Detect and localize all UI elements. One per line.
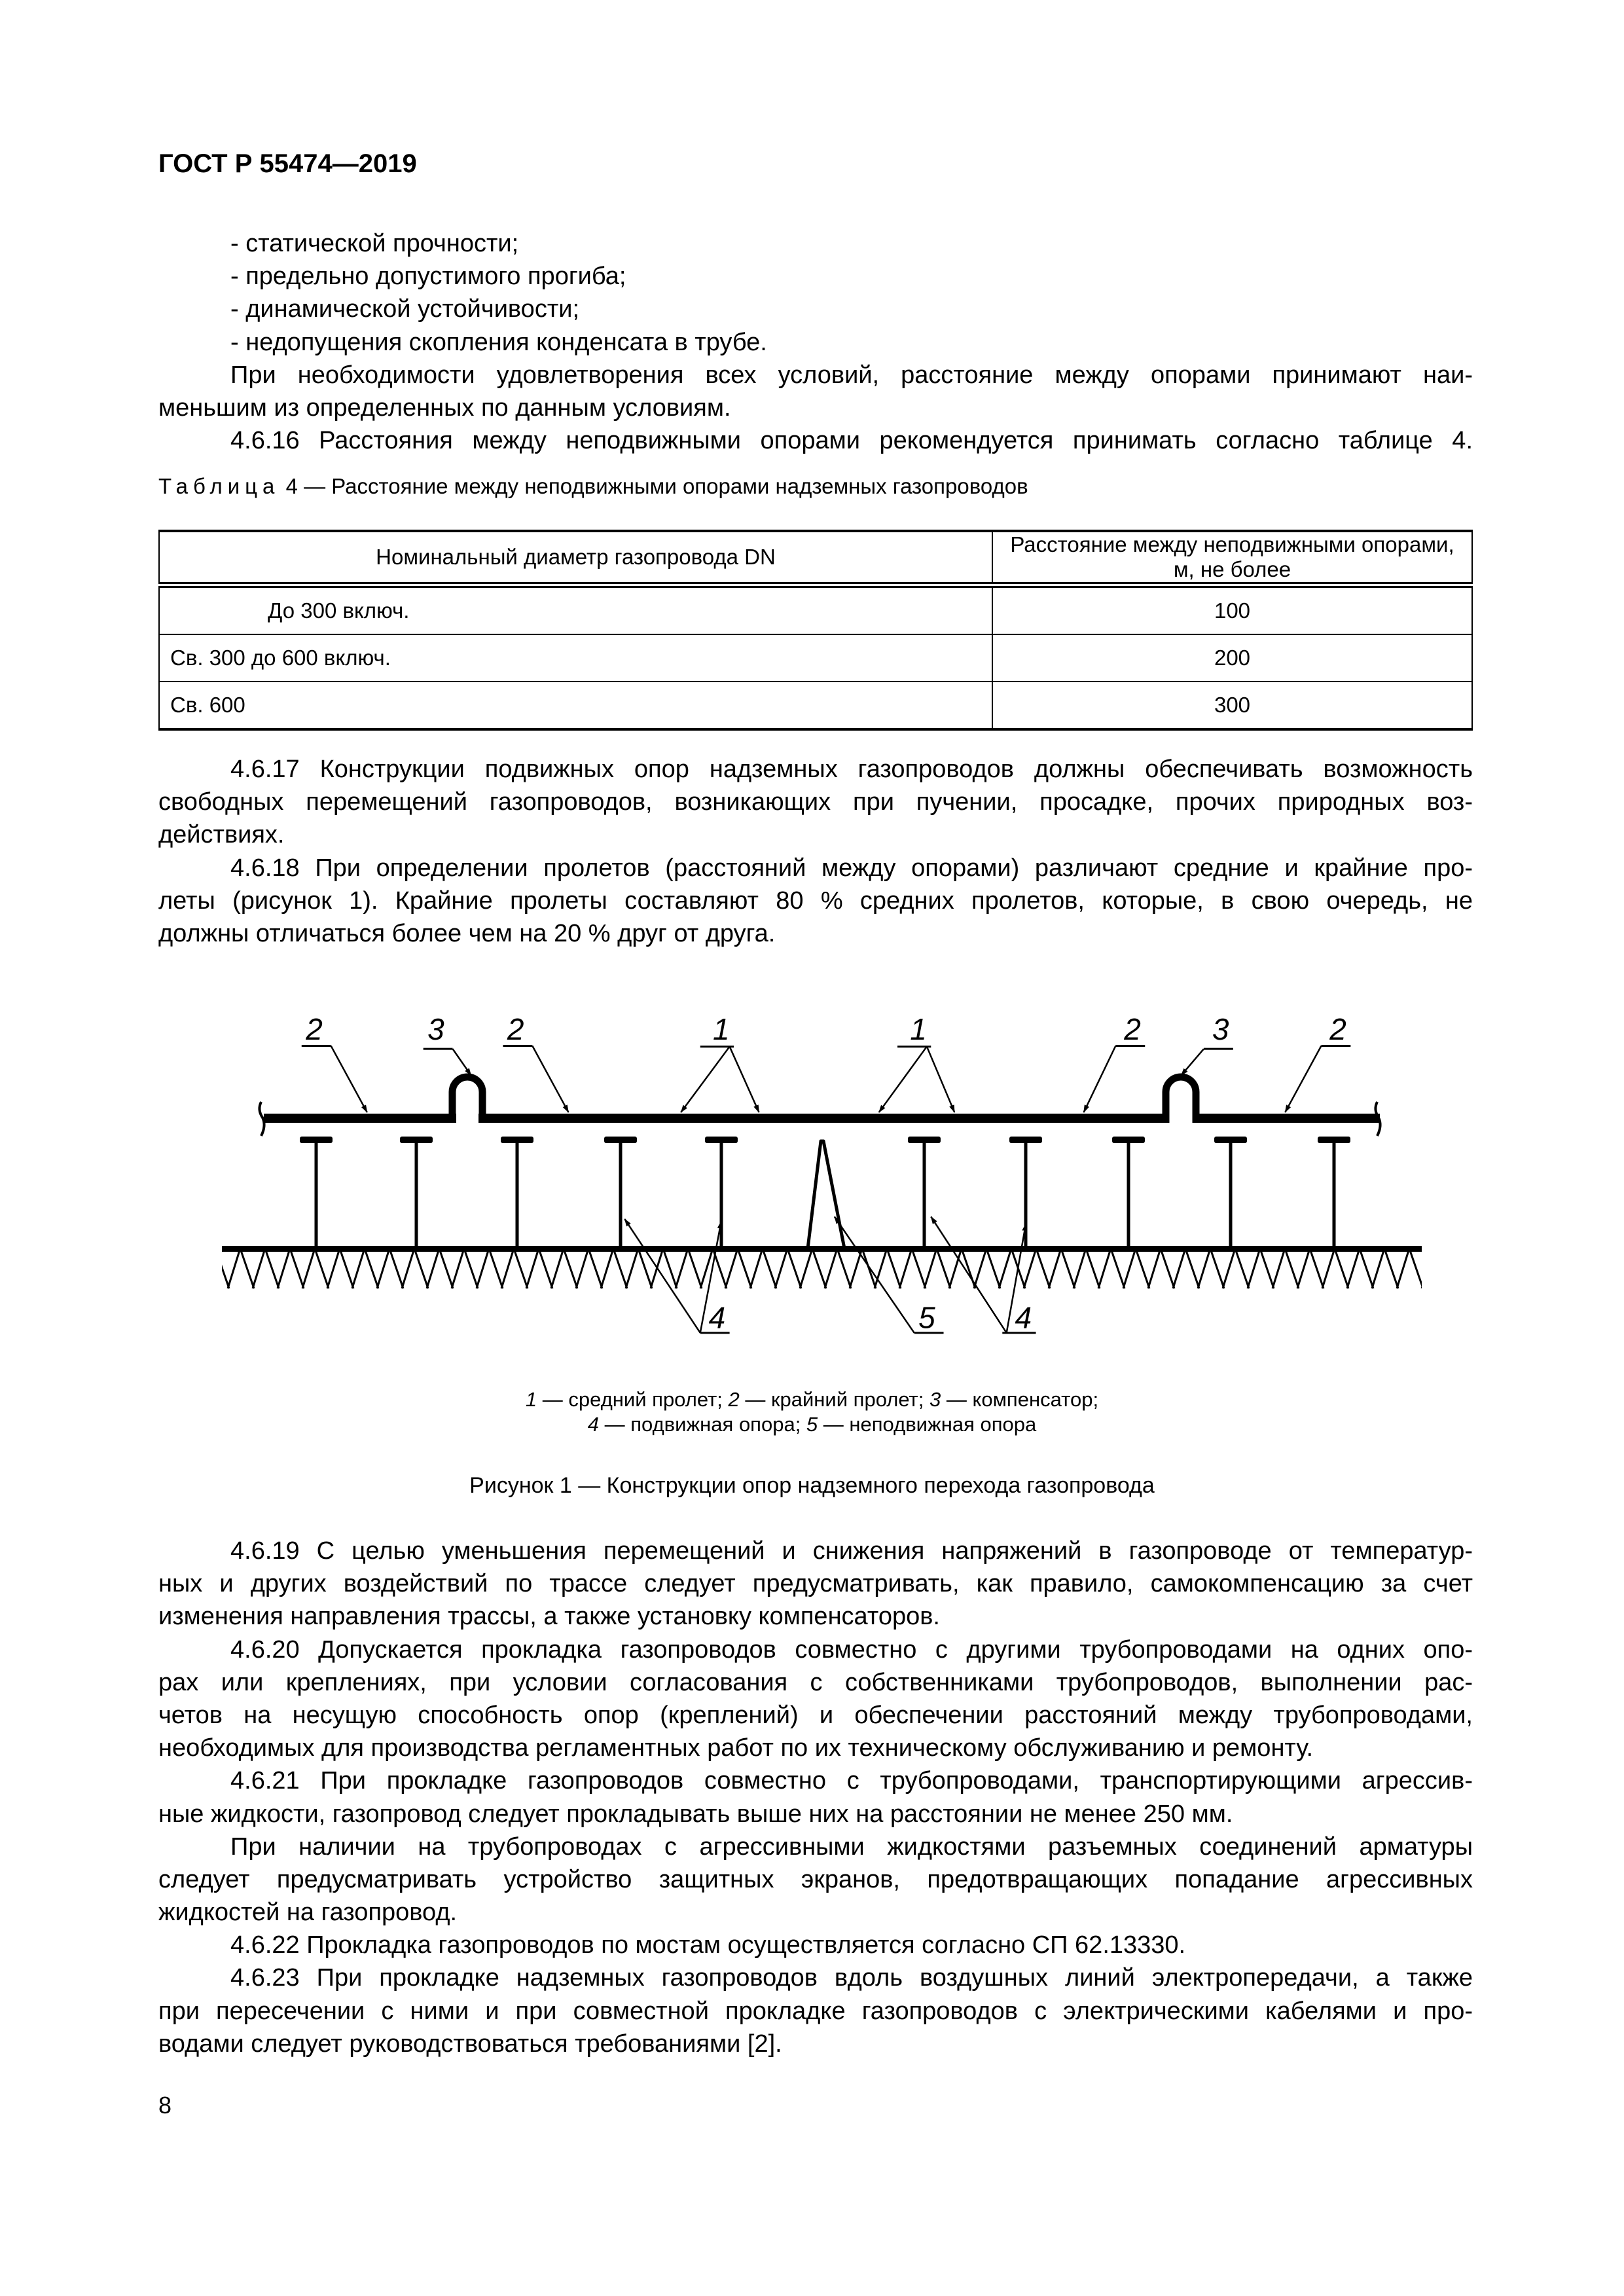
movable-support-post	[1229, 1142, 1233, 1250]
paragraph-line: 4.6.19 С целью уменьшения перемещений и снижения напряжений в газопроводе от температур-	[230, 1537, 1473, 1565]
figure-label: 3	[427, 1015, 444, 1046]
pipe-break-mark	[259, 1102, 264, 1136]
paragraph-line: 4.6.17 Конструкции подвижных опор надземных газопроводов должны обеспечивать возможность	[230, 756, 1473, 783]
leader-arrow	[1084, 1046, 1116, 1112]
paragraph-line: 4.6.18 При определении пролетов (расстояний между опорами) различают средние и крайние про-	[230, 854, 1473, 882]
pipe-segment	[1196, 1114, 1380, 1123]
hatch-line	[241, 1250, 254, 1288]
hatch-line	[899, 1250, 911, 1288]
hatch-line	[589, 1250, 602, 1288]
hatch-line	[987, 1250, 1000, 1288]
paragraph-line: при пересечении с ними и при совместной прокладке газопроводов с электрическими кабелями и про-	[158, 1997, 1473, 2025]
hatch-line	[415, 1250, 428, 1288]
hatch-line	[725, 1250, 737, 1288]
cell-distance: 300	[992, 682, 1472, 729]
paragraph-line: рах или креплениях, при условии согласования с собственниками трубопроводов, выполнении рас-	[158, 1668, 1473, 1696]
hatch-line	[850, 1250, 861, 1288]
hatch-line	[302, 1250, 314, 1288]
section-conditions	[158, 227, 1473, 457]
movable-support-post	[923, 1142, 926, 1250]
figure-label: 1	[712, 1015, 730, 1046]
table-caption-word: Таблица	[158, 474, 280, 498]
column-header-distance: Расстояние между неподвижными опорами, м, не более	[992, 531, 1472, 585]
leader-arrow	[927, 1047, 954, 1112]
hatch-line	[1248, 1250, 1259, 1288]
hatch-line	[501, 1250, 513, 1288]
paragraph-line: При необходимости удовлетворения всех условий, расстояние между опорами принимают наи-	[230, 361, 1473, 389]
hatch-line	[1410, 1250, 1423, 1288]
hatch-line	[601, 1250, 613, 1288]
hatch-line	[738, 1250, 751, 1288]
hatch-line	[465, 1250, 478, 1288]
support-distance-table	[158, 530, 1473, 731]
legend-num: 2	[728, 1388, 740, 1411]
hatch-line	[788, 1250, 801, 1288]
hatch-line	[551, 1250, 563, 1288]
ground-line	[222, 1246, 1422, 1252]
hatch-line	[440, 1250, 453, 1288]
movable-support-post	[415, 1142, 418, 1250]
section-routing	[158, 1535, 1473, 2060]
hatch-line	[651, 1250, 662, 1288]
paragraph-line: 4.6.21 При прокладке газопроводов совместно с трубопроводами, транспортирующими агрессив-	[230, 1767, 1473, 1795]
cell-distance: 100	[992, 585, 1472, 635]
movable-support-post	[619, 1142, 623, 1250]
hatch-line	[1223, 1250, 1235, 1288]
hatch-line	[1310, 1250, 1324, 1288]
hatch-line	[1286, 1250, 1299, 1288]
hatch-line	[327, 1250, 339, 1288]
figure-caption: Рисунок 1 — Конструкции опор надземного перехода газопровода	[469, 1473, 1155, 1498]
cell-diameter: До 300 включ.	[159, 585, 992, 635]
legend-num: 3	[929, 1388, 941, 1411]
paragraph-4-6-16: 4.6.16 Расстояния между неподвижными опорами рекомендуется принимать согласно таблице 4.	[230, 427, 1473, 455]
fixed-support	[808, 1141, 844, 1248]
leader-arrow	[624, 1219, 700, 1333]
hatch-line	[514, 1250, 528, 1288]
hatch-line	[352, 1250, 364, 1288]
hatch-line	[825, 1250, 837, 1288]
table-caption-text: 4 — Расстояние между неподвижными опорами надземных газопроводов	[285, 474, 1028, 498]
hatch-line	[863, 1250, 876, 1288]
hatch-line	[1335, 1250, 1348, 1288]
leader-arrow	[1181, 1049, 1204, 1076]
cell-diameter: Св. 300 до 600 включ.	[159, 634, 992, 682]
paragraph-line: изменения направления трассы, а также установку компенсаторов.	[158, 1603, 940, 1631]
hatch-line	[626, 1250, 638, 1288]
ground-hatching	[216, 1250, 1434, 1288]
document-header: ГОСТ Р 55474—2019	[158, 149, 417, 178]
legend-text: — крайний пролет;	[739, 1388, 929, 1411]
hatch-line	[1111, 1250, 1125, 1288]
hatch-line	[949, 1250, 961, 1288]
hatch-line	[1161, 1250, 1174, 1288]
leader-arrow	[681, 1047, 729, 1112]
hatch-line	[316, 1250, 329, 1288]
hatch-line	[1397, 1250, 1409, 1288]
pipe-segment	[478, 1114, 1166, 1123]
hatch-line	[1347, 1250, 1359, 1288]
hatch-line	[1422, 1250, 1434, 1288]
hatch-line	[427, 1250, 439, 1288]
hatch-line	[539, 1250, 552, 1288]
legend-text: — средний пролет;	[537, 1388, 729, 1411]
hatch-line	[750, 1250, 762, 1288]
figure-label: 4	[1015, 1300, 1032, 1335]
hatch-line	[800, 1250, 812, 1288]
hatch-line	[1123, 1250, 1135, 1288]
paragraph-line: 4.6.22 Прокладка газопроводов по мостам осуществляется согласно СП 62.13330.	[230, 1931, 1186, 1959]
hatch-line	[1261, 1250, 1274, 1288]
hatch-line	[1272, 1250, 1284, 1288]
hatch-line	[888, 1250, 901, 1288]
legend-text: — подвижная опора;	[599, 1413, 806, 1436]
table-header-row	[159, 531, 1472, 585]
paragraph-line: действиях.	[158, 821, 285, 849]
movable-support-post	[315, 1142, 318, 1250]
paragraph-line: ных и других воздействий по трассе следует предусматривать, как правило, самокомпенсацию за счет	[158, 1570, 1473, 1598]
hatch-line	[763, 1250, 776, 1288]
movable-support-post	[1127, 1142, 1130, 1250]
hatch-line	[278, 1250, 289, 1288]
hatch-line	[228, 1250, 240, 1288]
hatch-line	[1297, 1250, 1309, 1288]
movable-support-post	[1333, 1142, 1336, 1250]
cell-diameter: Св. 600	[159, 682, 992, 729]
figure-label: 4	[708, 1300, 726, 1335]
hatch-line	[291, 1250, 304, 1288]
paragraph-line: 4.6.20 Допускается прокладка газопроводов совместно с другими трубопроводами на одних опо-	[230, 1635, 1473, 1664]
hatch-line	[1062, 1250, 1075, 1288]
paragraph-line: необходимых для производства регламентных работ по их техническому обслуживанию и ремонту.	[158, 1734, 1314, 1762]
leader-arrow	[1285, 1046, 1321, 1112]
hatch-line	[1372, 1250, 1384, 1288]
cell-distance: 200	[992, 634, 1472, 682]
figure-label: 3	[1212, 1015, 1229, 1046]
hatch-line	[1360, 1250, 1373, 1288]
hatch-line	[526, 1250, 538, 1288]
hatch-line	[664, 1250, 677, 1288]
hatch-line	[999, 1250, 1011, 1288]
paragraph-line: При наличии на трубопроводах с агрессивными жидкостями разъемных соединений арматуры	[230, 1832, 1473, 1861]
hatch-line	[813, 1250, 826, 1288]
table-row	[159, 585, 1472, 635]
hatch-line	[390, 1250, 403, 1288]
figure-label: 2	[1329, 1015, 1346, 1046]
section-spans	[158, 753, 1473, 950]
hatch-line	[1148, 1250, 1160, 1288]
hatch-line	[564, 1250, 577, 1288]
hatch-line	[576, 1250, 588, 1288]
legend-text: — компенсатор;	[941, 1388, 1099, 1411]
hatch-line	[402, 1250, 414, 1288]
paragraph-line: ные жидкости, газопровод следует прокладывать выше них на расстоянии не менее 250 мм.	[158, 1800, 1233, 1828]
hatch-line	[216, 1250, 229, 1288]
hatch-line	[912, 1250, 926, 1288]
figure-label: 2	[507, 1015, 524, 1046]
paragraph-line: леты (рисунок 1). Крайние пролеты составляют 80 % средних пролетов, которые, в свою очередь, не	[158, 886, 1473, 915]
hatch-line	[775, 1250, 787, 1288]
list-item: - статической прочности;	[230, 230, 519, 257]
paragraph-line: 4.6.23 При прокладке надземных газопроводов вдоль воздушных линий электропередачи, а также	[230, 1964, 1473, 1992]
leader-arrow	[453, 1049, 471, 1076]
figure-label: 1	[910, 1015, 927, 1046]
hatch-line	[1385, 1250, 1398, 1288]
hatch-line	[974, 1250, 986, 1288]
list-item: - предельно допустимого прогиба;	[230, 263, 626, 291]
hatch-line	[1236, 1250, 1249, 1288]
table-row	[159, 682, 1472, 729]
compensator-loop	[452, 1077, 482, 1123]
hatch-line	[1198, 1250, 1210, 1288]
figure-pipeline-supports	[0, 1015, 1624, 1349]
hatch-line	[1087, 1250, 1100, 1288]
column-header-diameter: Номинальный диаметр газопровода DN	[159, 531, 992, 585]
legend-num: 5	[806, 1413, 818, 1436]
table-caption	[158, 474, 1028, 499]
hatch-line	[266, 1250, 279, 1288]
hatch-line	[1173, 1250, 1185, 1288]
hatch-line	[937, 1250, 950, 1288]
hatch-line	[924, 1250, 936, 1288]
legend-num: 4	[587, 1413, 599, 1436]
leader-arrow	[879, 1047, 927, 1112]
page-number: 8	[158, 2092, 172, 2119]
compensator-loop	[1166, 1077, 1196, 1123]
hatch-line	[1098, 1250, 1110, 1288]
leader-arrow	[532, 1046, 568, 1112]
table-row	[159, 634, 1472, 682]
list-item: - динамической устойчивости;	[230, 295, 580, 323]
hatch-line	[1074, 1250, 1085, 1288]
hatch-line	[340, 1250, 353, 1288]
legend-text: — неподвижная опора	[818, 1413, 1037, 1436]
hatch-line	[1049, 1250, 1060, 1288]
legend-num: 1	[525, 1388, 537, 1411]
hatch-line	[365, 1250, 378, 1288]
paragraph-line: должны отличаться более чем на 20 % друг от друга.	[158, 919, 776, 947]
hatch-line	[614, 1250, 627, 1288]
hatch-line	[253, 1250, 264, 1288]
leader-arrow	[331, 1046, 367, 1112]
movable-support-post	[720, 1142, 723, 1250]
hatch-line	[1211, 1250, 1224, 1288]
figure-label: 2	[306, 1015, 323, 1046]
paragraph-line: четов на несущую способность опор (креплений) и обеспечении расстояний между трубопроводами,	[158, 1701, 1473, 1729]
figure-legend-line-1	[0, 1387, 1624, 1413]
paragraph-line: свободных перемещений газопроводов, возникающих при пучении, просадке, прочих природных воз-	[158, 788, 1473, 816]
leader-arrow	[730, 1047, 759, 1112]
paragraph-line: следует предусматривать устройство защитных экранов, предотвращающих попадание агрессивных	[158, 1865, 1473, 1893]
list-item: - недопущения скопления конденсата в трубе.	[230, 328, 767, 356]
hatch-line	[477, 1250, 488, 1288]
hatch-line	[1037, 1250, 1050, 1288]
paragraph-line: меньшим из определенных по данным условиям.	[158, 393, 731, 422]
hatch-line	[452, 1250, 463, 1288]
paragraph-line: жидкостей на газопровод.	[158, 1899, 458, 1927]
movable-support-post	[516, 1142, 519, 1250]
paragraph-line: водами следует руководствоваться требованиями [2].	[158, 2030, 782, 2058]
hatch-line	[1136, 1250, 1149, 1288]
hatch-line	[490, 1250, 503, 1288]
hatch-line	[1186, 1250, 1199, 1288]
figure-label: 5	[918, 1300, 935, 1335]
pipe-segment	[264, 1114, 456, 1123]
hatch-line	[377, 1250, 389, 1288]
hatch-line	[1322, 1250, 1334, 1288]
hatch-line	[689, 1250, 702, 1288]
hatch-line	[1024, 1250, 1036, 1288]
figure-legend-line-2	[0, 1412, 1624, 1438]
figure-label: 2	[1124, 1015, 1141, 1046]
hatch-line	[676, 1250, 687, 1288]
hatch-line	[838, 1250, 851, 1288]
